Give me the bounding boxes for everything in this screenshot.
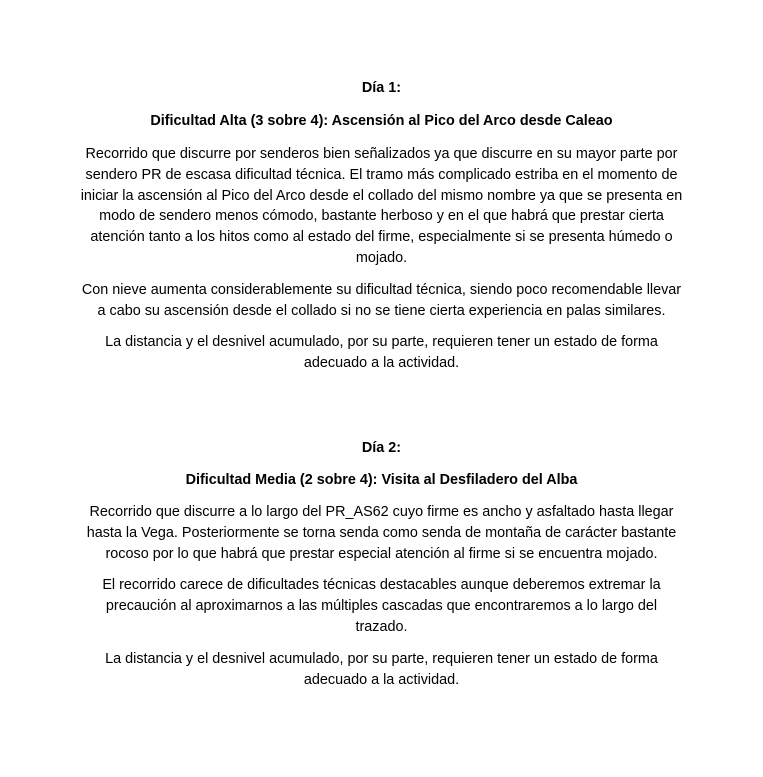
day-2-paragraph-2: El recorrido carece de dificultades técnicas destacables aunque deberemos extremar la precaución al aproximarnos a las múltiples cascadas que encontraremos a lo largo del trazado. [102,577,661,635]
day-1-paragraph-2: Con nieve aumenta considerablemente su dificultad técnica, siendo poco recomendable llevar a cabo su ascensión desde el collado si no se tiene cierta experiencia en palas similares. [81,281,682,319]
day-2-title: Dificultad Media (2 sobre 4): Visita al Desfiladero del Alba [185,472,578,488]
day-1-label: Día 1: [361,80,402,96]
day-2-paragraph-3: La distancia y el desnivel acumulado, por su parte, requieren tener un estado de forma adecuado a la actividad. [105,650,658,688]
day-2-label: Día 2: [361,440,402,456]
day-1-paragraph-1: Recorrido que discurre por senderos bien señalizados ya que discurre en su mayor parte por sendero PR de escasa dificultad técnica. El tramo más complicado estriba en el momento de iniciar la ascensión al Pico del Arco desde el collado del mismo nombre ya que se presenta en modo de sendero menos cómodo, bastante herboso y en el que habrá que prestar cierta atención tanto a los hitos como al estado del firme, especialmente si se presenta húmedo o mojado. [80,146,683,266]
day-2-paragraph-1: Recorrido que discurre a lo largo del PR_AS62 cuyo firme es ancho y asfaltado hasta llegar hasta la Vega. Posteriormente se torna senda como senda de montaña de carácter bastante rocoso por lo que habrá que prestar especial atención al firme si se encuentra mojado. [86,504,677,562]
day-2-description [80,502,683,690]
day-1-paragraph-3: La distancia y el desnivel acumulado, por su parte, requieren tener un estado de forma adecuado a la actividad. [105,334,658,372]
day-1-title: Dificultad Alta (3 sobre 4): Ascensión al Pico del Arco desde Caleao [150,113,613,129]
day-1-description [80,144,683,374]
